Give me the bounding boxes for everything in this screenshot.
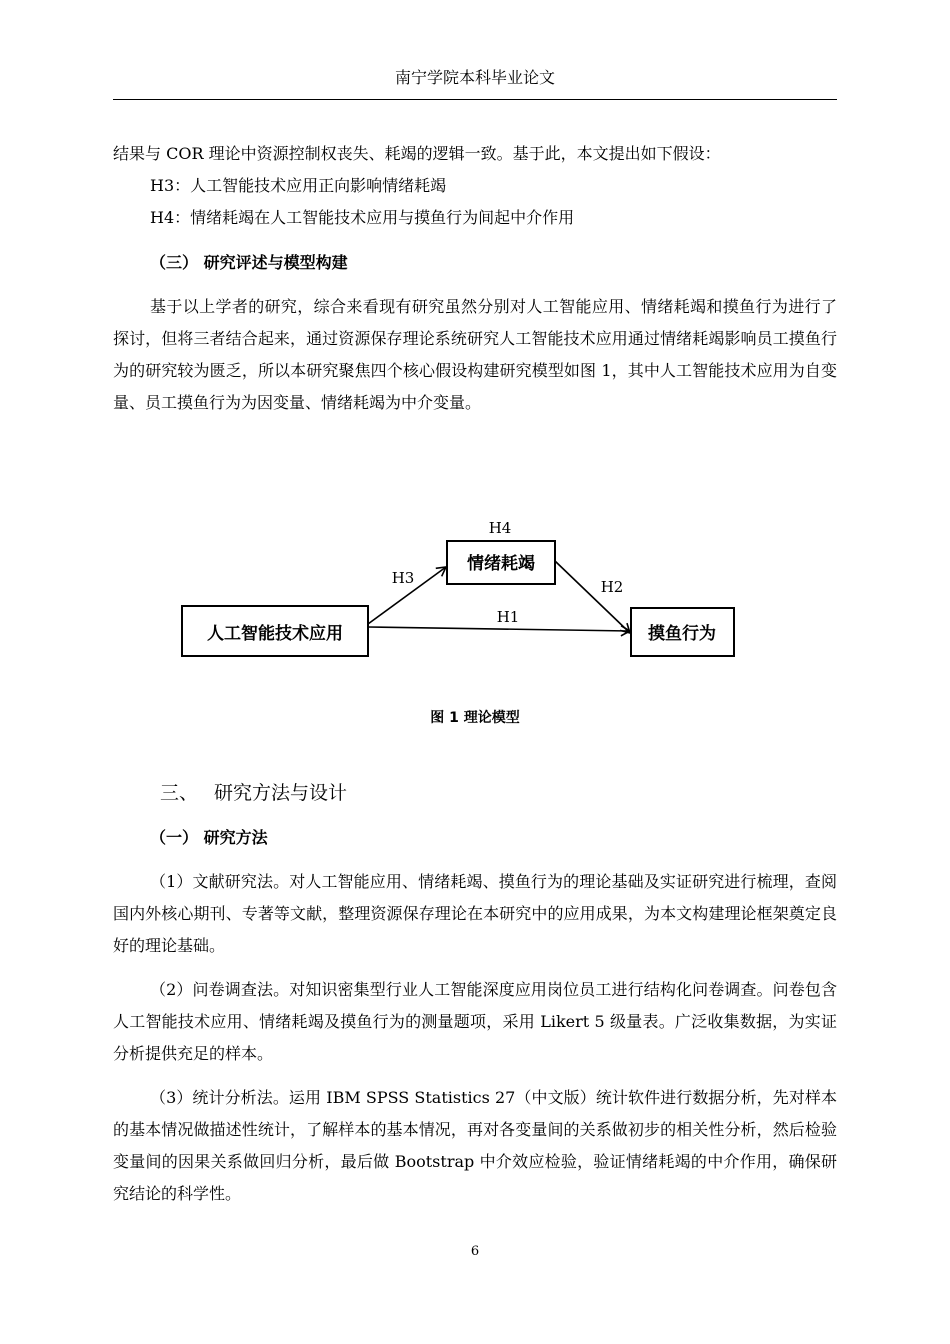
label-h3: H3: [391, 569, 415, 587]
theory-model-diagram: [113, 508, 837, 668]
figure-caption: 图 1 理论模型: [430, 710, 520, 726]
label-h2: H2: [600, 578, 624, 596]
page-number: 6: [470, 1244, 480, 1259]
section-title: 研究方法与设计: [214, 782, 348, 804]
node-independent-label: 人工智能技术应用: [207, 624, 343, 644]
label-h1: H1: [496, 608, 520, 626]
section-heading: [160, 777, 347, 809]
paragraph-continuation: 结果与 COR 理论中资源控制权丧失、耗竭的逻辑一致。基于此，本文提出如下假设：: [113, 144, 721, 163]
paragraph-method-survey: （2）问卷调查法。对知识密集型行业人工智能深度应用岗位员工进行结构化问卷调查。问卷包含人工智能技术应用、情绪耗竭及摸鱼行为的测量题项，采用 Likert 5 级量表。广泛收集数据，为实证分析提供充足的样本。: [113, 980, 837, 1063]
node-dependent-label: 摸鱼行为: [648, 624, 716, 644]
paragraph-method-statistics: （3）统计分析法。运用 IBM SPSS Statistics 27（中文版）统计软件进行数据分析，先对样本的基本情况做描述性统计，了解样本的基本情况，再对各变量间的关系做初步的相关性分析，然后检验变量间的因果关系做回归分析，最后做 Bootstrap 中介效应检验，验证情绪耗竭的中介作用，确保研究结论的科学性。: [113, 1088, 837, 1203]
subsection-heading-review: （三） 研究评述与模型构建: [150, 253, 348, 272]
hypothesis-h3: H3：人工智能技术应用正向影响情绪耗竭: [150, 176, 447, 195]
body-text-methods: [113, 822, 837, 1210]
paragraph-review: 基于以上学者的研究，综合来看现有研究虽然分别对人工智能应用、情绪耗竭和摸鱼行为进行了探讨，但将三者结合起来，通过资源保存理论系统研究人工智能技术应用通过情绪耗竭影响员工摸鱼行为的研究较为匮乏，所以本研究聚焦四个核心假设构建研究模型如图 1，其中人工智能技术应用为自变量、员工摸鱼行为为因变量、情绪耗竭为中介变量。: [113, 297, 837, 412]
body-text-top: [113, 138, 837, 419]
running-header: 南宁学院本科毕业论文: [394, 68, 555, 87]
header-rule: [113, 99, 837, 100]
arrow-h2: [555, 561, 630, 633]
label-h4: H4: [488, 519, 512, 537]
paragraph-method-literature: （1）文献研究法。对人工智能应用、情绪耗竭、摸鱼行为的理论基础及实证研究进行梳理，查阅国内外核心期刊、专著等文献，整理资源保存理论在本研究中的应用成果，为本文构建理论框架奠定良好的理论基础。: [113, 872, 837, 955]
section-number: 三、: [160, 782, 199, 804]
hypothesis-h4: H4：情绪耗竭在人工智能技术应用与摸鱼行为间起中介作用: [150, 208, 575, 227]
subsection-heading-methods: （一） 研究方法: [150, 828, 268, 847]
arrow-h1: [368, 627, 630, 631]
node-mediator-label: 情绪耗竭: [467, 554, 535, 574]
